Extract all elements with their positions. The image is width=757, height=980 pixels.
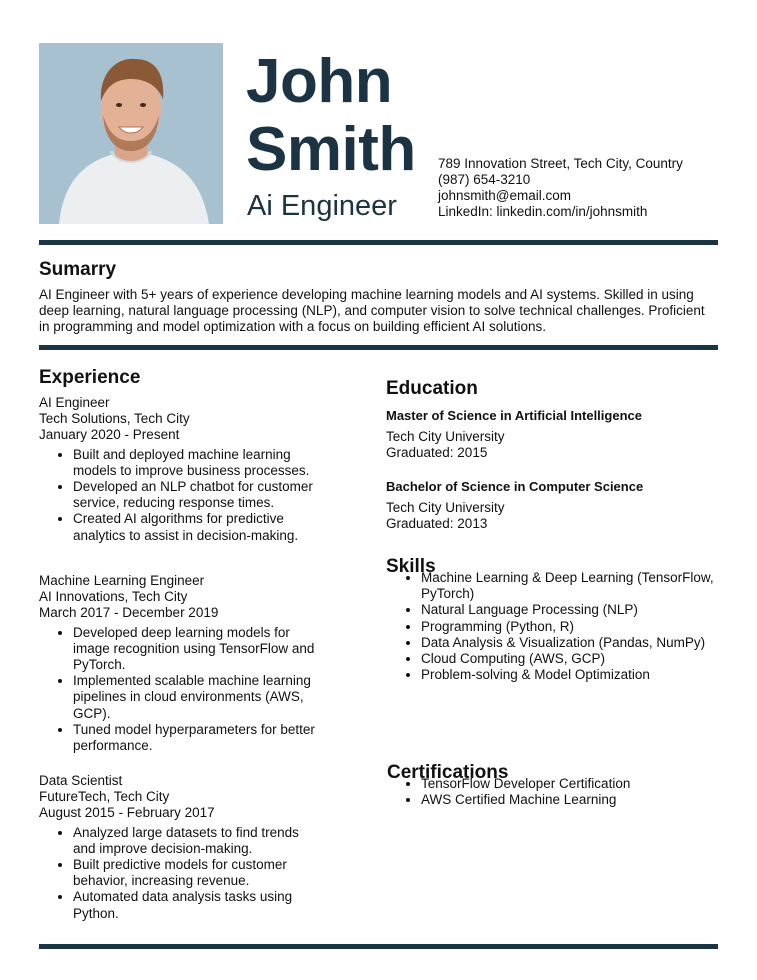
job-bullet: • Created AI algorithms for predictive analytics to assist in decision-making. bbox=[73, 511, 319, 543]
education-graduated: Graduated: 2015 bbox=[386, 445, 488, 461]
job-entry bbox=[39, 573, 319, 754]
candidate-name bbox=[246, 48, 416, 184]
job-title: Ai Engineer bbox=[247, 190, 397, 222]
skills-heading: Skills bbox=[386, 556, 436, 577]
job-bullet: • Built predictive models for customer behavior, increasing revenue. bbox=[73, 857, 319, 889]
contact-info bbox=[438, 156, 683, 220]
job-entry bbox=[39, 773, 319, 922]
skill-item: • Problem-solving & Model Optimization bbox=[421, 667, 721, 683]
first-name: John bbox=[246, 47, 393, 116]
job-dates: March 2017 - December 2019 bbox=[39, 605, 219, 621]
certification-item: • AWS Certified Machine Learning bbox=[421, 792, 721, 808]
education-graduated: Graduated: 2013 bbox=[386, 516, 488, 532]
job-bullets bbox=[39, 625, 319, 755]
job-bullet: • Developed an NLP chatbot for customer service, reducing response times. bbox=[73, 479, 319, 511]
skill-item: • Data Analysis & Visualization (Pandas, NumPy) bbox=[421, 635, 721, 651]
job-bullets bbox=[39, 825, 319, 922]
education-school: Tech City University bbox=[386, 500, 505, 516]
job-bullet: • Built and deployed machine learning models to improve business processes. bbox=[73, 447, 319, 479]
education-school: Tech City University bbox=[386, 429, 505, 445]
skill-item: • Programming (Python, R) bbox=[421, 619, 721, 635]
job-role: AI Engineer bbox=[39, 395, 110, 410]
job-company: Tech Solutions, Tech City bbox=[39, 411, 190, 427]
job-role: Data Scientist bbox=[39, 773, 123, 788]
profile-photo bbox=[39, 43, 223, 224]
job-bullet: • Tuned model hyperparameters for better performance. bbox=[73, 722, 319, 754]
job-bullet: • Analyzed large datasets to find trends and improve decision-making. bbox=[73, 825, 319, 857]
job-entry bbox=[39, 395, 319, 544]
skill-item: • Natural Language Processing (NLP) bbox=[421, 602, 721, 618]
contact-email: johnsmith@email.com bbox=[438, 188, 571, 203]
education-degree: Bachelor of Science in Computer Science bbox=[386, 479, 644, 494]
job-bullet: • Automated data analysis tasks using Python. bbox=[73, 889, 319, 921]
job-company: AI Innovations, Tech City bbox=[39, 589, 188, 605]
experience-heading: Experience bbox=[39, 367, 141, 388]
portrait-illustration bbox=[39, 43, 223, 224]
job-company: FutureTech, Tech City bbox=[39, 789, 170, 805]
summary-heading: Sumarry bbox=[39, 259, 117, 280]
job-role: Machine Learning Engineer bbox=[39, 573, 205, 588]
contact-address: 789 Innovation Street, Tech City, Country bbox=[438, 156, 683, 171]
skill-item: • Cloud Computing (AWS, GCP) bbox=[421, 651, 721, 667]
education-degree: Master of Science in Artificial Intelligence bbox=[386, 408, 642, 423]
skill-item: • Machine Learning & Deep Learning (TensorFlow, PyTorch) bbox=[421, 570, 721, 602]
divider-top bbox=[39, 240, 718, 245]
divider-middle bbox=[39, 345, 718, 350]
skills-list bbox=[386, 570, 721, 683]
job-bullets bbox=[39, 447, 319, 544]
education-entry bbox=[386, 479, 643, 533]
certification-item: • TensorFlow Developer Certification bbox=[421, 776, 721, 792]
job-bullet: • Developed deep learning models for image recognition using TensorFlow and PyTorch. bbox=[73, 625, 319, 674]
certifications-heading: Certifications bbox=[387, 762, 509, 783]
summary-text: AI Engineer with 5+ years of experience developing machine learning models and AI systems. Skilled in using deep learning, natural language processing (NLP), and computer vision to solve technical challenges. Proficient in programming and model optimization with a focus on building efficient AI solutions. bbox=[39, 287, 705, 334]
last-name: Smith bbox=[246, 115, 416, 184]
divider-bottom bbox=[39, 944, 718, 949]
job-dates: August 2015 - February 2017 bbox=[39, 805, 215, 821]
education-entry bbox=[386, 408, 642, 462]
education-heading: Education bbox=[386, 378, 478, 399]
contact-linkedin: LinkedIn: linkedin.com/in/johnsmith bbox=[438, 204, 648, 219]
contact-phone: (987) 654-3210 bbox=[438, 172, 531, 187]
certifications-list bbox=[386, 776, 721, 808]
job-dates: January 2020 - Present bbox=[39, 427, 180, 443]
job-bullet: • Implemented scalable machine learning pipelines in cloud environments (AWS, GCP). bbox=[73, 673, 319, 722]
